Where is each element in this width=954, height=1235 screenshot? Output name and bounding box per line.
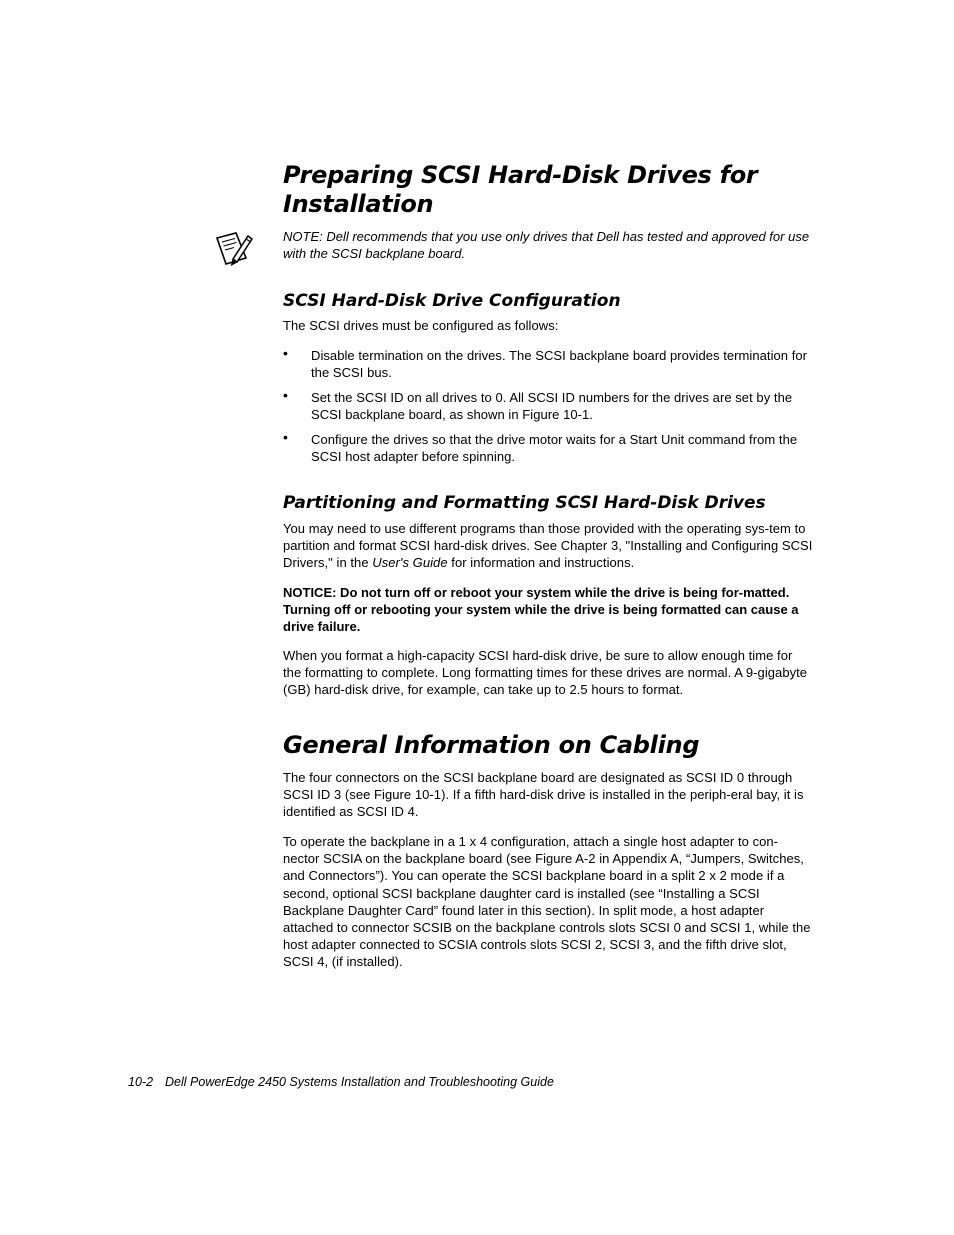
partition-para2-block xyxy=(283,647,813,699)
partition-para1 xyxy=(283,520,813,572)
cabling-section xyxy=(283,731,813,760)
partition-section xyxy=(283,492,813,514)
notice-text: NOTICE: Do not turn off or reboot your system while the drive is being for-matted. Turning off or rebooting your system while the drive is being formatted can cause a drive failure. xyxy=(283,585,799,635)
bullet-text: Set the SCSI ID on all drives to 0. All SCSI ID numbers for the drives are set by the SCSI backplane board, as shown in Figure 10-1. xyxy=(311,390,793,423)
users-guide-title: User's Guide xyxy=(372,555,448,571)
note-block xyxy=(283,228,813,262)
partition-para1-before: You may need to use different programs than those provided with the operating sys-tem to partition and format SCSI hard-disk drives. See Chapter 3, "Installing and Configuring SCSI Drivers," in the xyxy=(283,521,813,571)
config-section xyxy=(283,290,813,312)
page-number: 10-2 xyxy=(128,1075,154,1089)
cabling-title: General Information on Cabling xyxy=(283,731,700,759)
partition-para1-after: for information and instructions. xyxy=(447,555,635,571)
bullet-text: Configure the drives so that the drive motor waits for a Start Unit command from the SCSI host adapter before spinning. xyxy=(311,432,798,465)
config-intro-block xyxy=(283,317,813,334)
page-footer xyxy=(128,1074,554,1090)
bullet-text: Disable termination on the drives. The SCSI backplane board provides termination for the SCSI bus. xyxy=(311,348,808,381)
config-heading: SCSI Hard-Disk Drive Configuration xyxy=(283,291,621,311)
note-text: NOTE: Dell recommends that you use only drives that Dell has tested and approved for use with the SCSI backplane board. xyxy=(283,229,810,262)
book-title: Dell PowerEdge 2450 Systems Installation and Troubleshooting Guide xyxy=(165,1075,554,1089)
partition-para2: When you format a high-capacity SCSI hard-disk drive, be sure to allow enough time for the formatting to complete. Long formatting times for these drives are normal. A 9-gigabyte (GB) hard-disk drive, for example, can take up to 2.5 hours to format. xyxy=(283,648,808,698)
partition-heading: Partitioning and Formatting SCSI Hard-Disk Drives xyxy=(283,493,766,513)
cabling-para1-block xyxy=(283,769,813,821)
cabling-para2-block xyxy=(283,833,813,971)
bullet-icon: • xyxy=(283,387,288,403)
notice-block xyxy=(283,584,813,636)
section-title-preparing xyxy=(283,161,813,219)
cabling-para2: To operate the backplane in a 1 x 4 configuration, attach a single host adapter to con-nector SCSIA on the backplane board (see Figure A-2 in Appendix A, “Jumpers, Switches, and Connectors”). You can operate the SCSI backplane board in a split 2 x 2 mode if a second, optional SCSI backplane daughter card is installed (see “Installing a SCSI Backplane Daughter Card” found later in this section). In split mode, a host adapter attached to connector SCSIB on the backplane controls slots SCSI 0 and SCSI 1, while the host adapter connected to SCSIA controls slots SCSI 2, SCSI 3, and the fifth drive slot, SCSI 4, (if installed). xyxy=(283,834,811,970)
config-intro: The SCSI drives must be configured as follows: xyxy=(283,318,559,333)
partition-para1-block xyxy=(283,520,813,572)
bullet-icon: • xyxy=(283,345,288,361)
list-item xyxy=(283,431,813,465)
note-pencil-icon xyxy=(214,228,254,268)
list-item xyxy=(283,347,813,381)
cabling-para1: The four connectors on the SCSI backplane board are designated as SCSI ID 0 through SCSI ID 3 (see Figure 10-1). If a fifth hard-disk drive is installed in the periph-eral bay, it is identified as SCSI ID 4. xyxy=(283,770,804,820)
section-title-line1: Preparing SCSI Hard-Disk Drives for xyxy=(283,161,758,189)
section-title-line2: Installation xyxy=(283,190,434,218)
bullet-icon: • xyxy=(283,429,288,445)
list-item xyxy=(283,389,813,423)
